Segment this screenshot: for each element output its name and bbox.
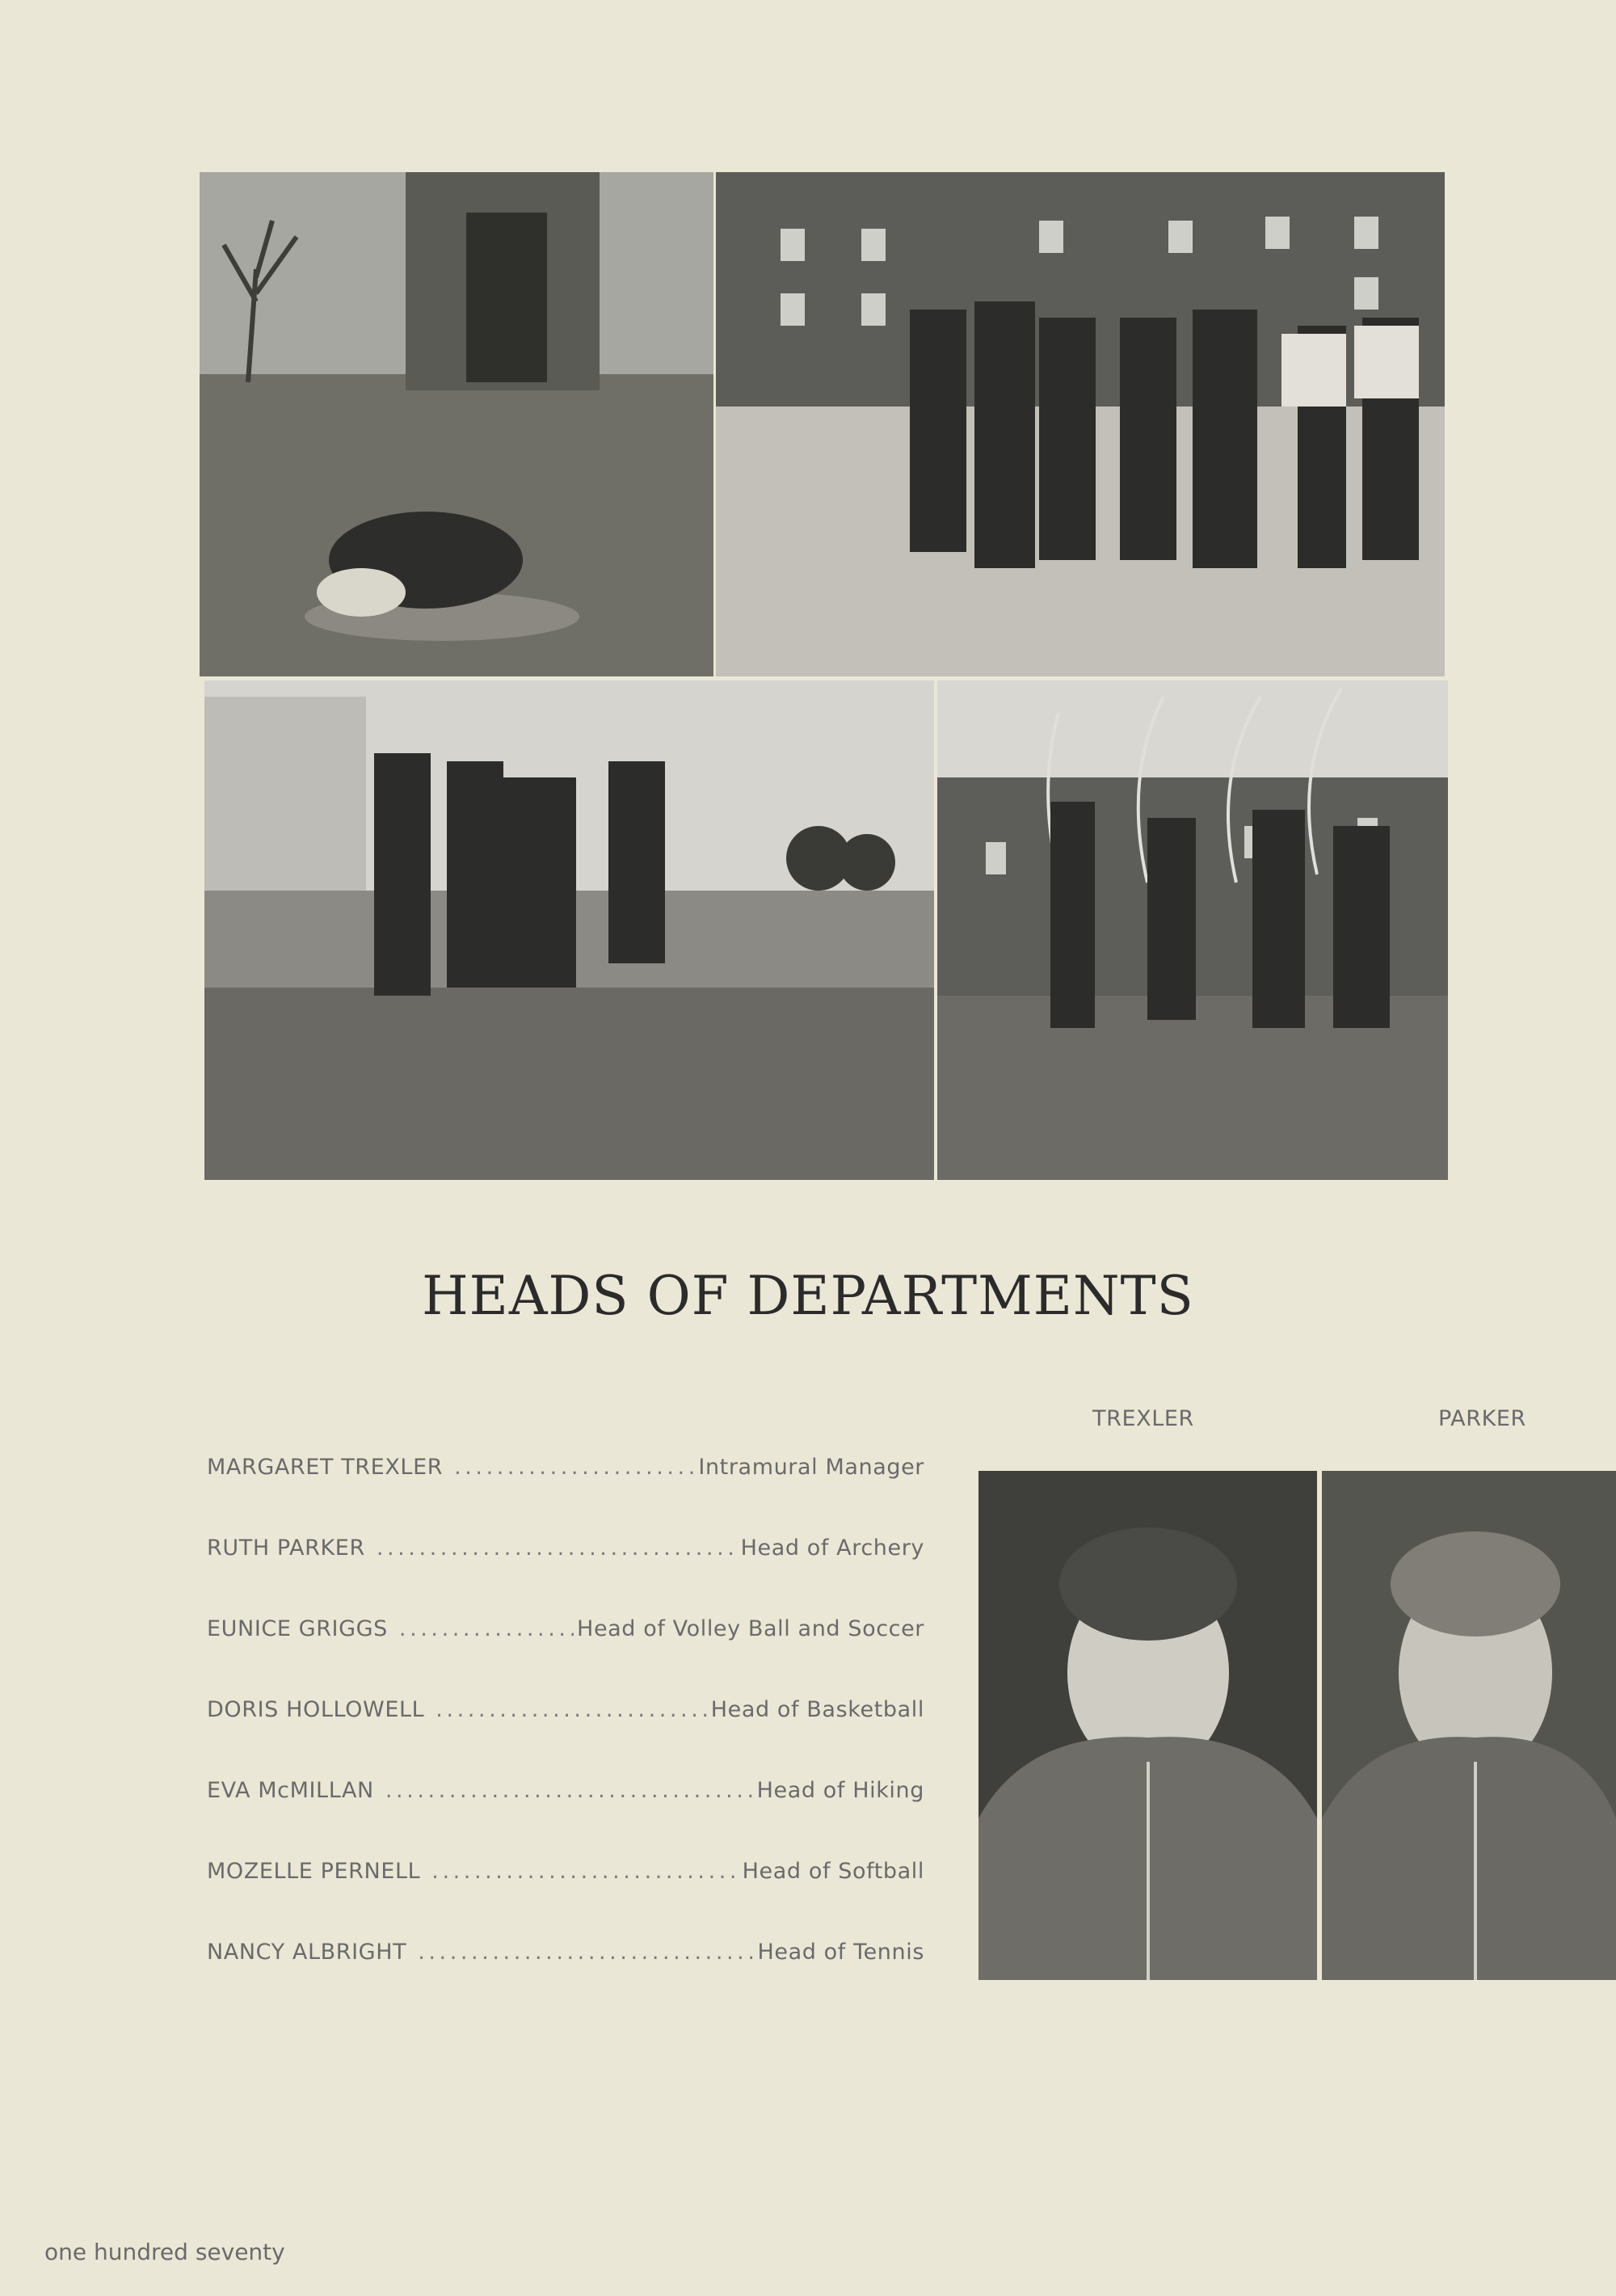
roster-role: Head of Basketball <box>710 1697 924 1722</box>
roster-row <box>207 1455 924 1536</box>
page-folio: one hundred seventy <box>44 2239 285 2265</box>
portrait-label-trexler: TREXLER <box>1092 1406 1194 1431</box>
roster-name: NANCY ALBRIGHT <box>207 1940 407 1965</box>
page-heading: HEADS OF DEPARTMENTS <box>422 1265 1194 1327</box>
roster-row <box>207 1616 924 1697</box>
roster-row <box>207 1697 924 1778</box>
photo-tumbling-on-lawn <box>200 172 713 676</box>
roster-row <box>207 1940 924 2020</box>
roster-role: Head of Volley Ball and Soccer <box>577 1616 924 1641</box>
roster-row <box>207 1536 924 1616</box>
roster-role: Head of Archery <box>740 1536 924 1561</box>
dot-leader <box>399 1616 574 1641</box>
dot-leader <box>418 1940 754 1965</box>
department-roster <box>207 1455 924 2020</box>
roster-name: MARGARET TREXLER <box>207 1455 444 1480</box>
dot-leader <box>385 1778 754 1803</box>
portrait-photo-trexler <box>978 1471 1317 1980</box>
photo-archery-practice <box>937 680 1448 1180</box>
dot-leader <box>431 1859 739 1884</box>
roster-name: RUTH PARKER <box>207 1536 365 1561</box>
roster-name: DORIS HOLLOWELL <box>207 1697 425 1722</box>
roster-name: MOZELLE PERNELL <box>207 1859 421 1884</box>
dot-leader <box>454 1455 695 1480</box>
portrait-photo-parker <box>1322 1471 1616 1980</box>
roster-row <box>207 1778 924 1859</box>
photo-broad-jump-pit <box>204 680 934 1180</box>
portrait-label-parker: PARKER <box>1438 1406 1526 1431</box>
roster-role: Head of Hiking <box>756 1778 924 1803</box>
roster-role: Head of Tennis <box>757 1940 924 1965</box>
roster-row <box>207 1859 924 1940</box>
dot-leader <box>377 1536 738 1561</box>
roster-role: Head of Softball <box>742 1859 924 1884</box>
photo-group-by-dormitory <box>716 172 1445 676</box>
roster-role: Intramural Manager <box>698 1455 924 1480</box>
dot-leader <box>436 1697 707 1722</box>
roster-name: EVA McMILLAN <box>207 1778 374 1803</box>
roster-name: EUNICE GRIGGS <box>207 1616 388 1641</box>
